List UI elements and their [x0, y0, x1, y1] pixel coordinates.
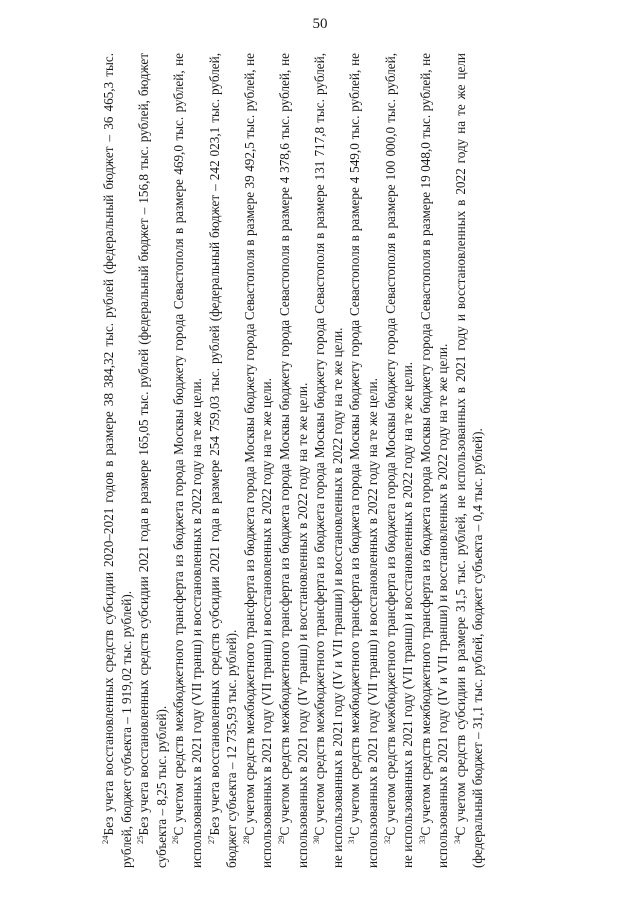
footnote-mark: 30 [311, 835, 322, 844]
footnote-text: С учетом средств межбюджетного трансферта из бюджета города Москвы бюджету города Севастополя в размере 100 000,0 тыс. рублей, не использованных в 2021 году (VII транш) и восстановленных в 2022 году на те же цели. [382, 53, 416, 868]
footnote-text: Без учета восстановленных средств субсидии 2020–2021 годов в размере 38 384,32 тыс. рублей (федеральный бюджет – 36 465,3 тыс. рублей, бюджет субъекта – 1 919,02 тыс. рублей). [101, 53, 134, 868]
footnote-text: С учетом средств межбюджетного трансферта из бюджета города Москвы бюджету города Севастополя в размере 4 549,0 тыс. рублей, не использованных в 2021 году (VII транш) и восстановленных в 2022 году на те же цели. [347, 53, 380, 868]
footnote-text: С учетом средств межбюджетного трансферта из бюджета города Москвы бюджету города Севастополя в размере 19 048,0 тыс. рублей, не использованных в 2021 году (IV и VII транши) и восстановленных в 2022 году на те же цели. [417, 53, 451, 868]
footnote-24 [100, 53, 135, 868]
footnote-text: С учетом средств субсидии в размере 31,5 тыс. рублей, не использованных в 2021 году и восстановленных в 2022 году на те же цели (федеральный бюджет – 31,1 тыс. рублей, бюджет субъекта – 0,4 тыс. рублей). [452, 53, 486, 868]
footnote-28 [241, 53, 276, 868]
page-number: 50 [312, 16, 328, 32]
footnote-mark: 34 [451, 835, 462, 844]
footnote-text: С учетом средств межбюджетного трансферта из бюджета города Москвы бюджету города Севастополя в размере 4 378,6 тыс. рублей, не использованных в 2021 году (IV транш) и восстановленных в 2022 году на те же цели. [276, 53, 310, 868]
footnote-31 [346, 53, 381, 868]
footnotes-block [100, 53, 580, 868]
footnote-text: Без учета восстановленных средств субсидии 2021 года в размере 254 759,03 тыс. рублей (федеральный бюджет – 242 023,1 тыс. рублей, бюджет субъекта – 12 735,93 тыс. рублей). [206, 53, 240, 868]
footnote-mark: 24 [100, 835, 110, 844]
footnote-mark: 33 [416, 835, 427, 844]
footnote-33 [417, 53, 452, 868]
footnote-mark: 28 [240, 835, 251, 844]
footnote-mark: 26 [170, 835, 181, 844]
footnote-27 [206, 53, 241, 868]
footnote-mark: 27 [205, 835, 216, 844]
footnote-25 [135, 53, 170, 868]
footnote-30 [311, 53, 346, 868]
footnote-mark: 29 [275, 835, 286, 844]
footnote-text: С учетом средств межбюджетного трансферта из бюджета города Москвы бюджету города Севастополя в размере 131 717,8 тыс. рублей, не использованных в 2021 году (IV и VII транши) и восстановленных в 2022 году на те же цели. [312, 53, 345, 868]
footnote-mark: 25 [135, 835, 146, 844]
footnote-26 [170, 53, 205, 868]
footnote-29 [276, 53, 311, 868]
footnote-text: С учетом средств межбюджетного трансферта из бюджета города Москвы бюджету города Севастополя в размере 39 492,5 тыс. рублей, не использованных в 2021 году (VII транш) и восстановленных в 2022 году на те же цели. [241, 53, 275, 868]
footnote-mark: 32 [381, 835, 392, 844]
footnote-34 [452, 53, 487, 868]
footnote-mark: 31 [346, 835, 357, 844]
footnote-text: С учетом средств межбюджетного трансферта из бюджета города Москвы бюджету города Севастополя в размере 469,0 тыс. рублей, не использованных в 2021 году (VII транш) и восстановленных в 2022 году на те же цели. [171, 53, 204, 868]
footnote-32 [382, 53, 417, 868]
footnote-text: Без учета восстановленных средств субсидии 2021 года в размере 165,05 тыс. рублей (федеральный бюджет – 156,8 тыс. рублей, бюджет субъекта – 8,25 тыс. рублей). [136, 53, 169, 868]
